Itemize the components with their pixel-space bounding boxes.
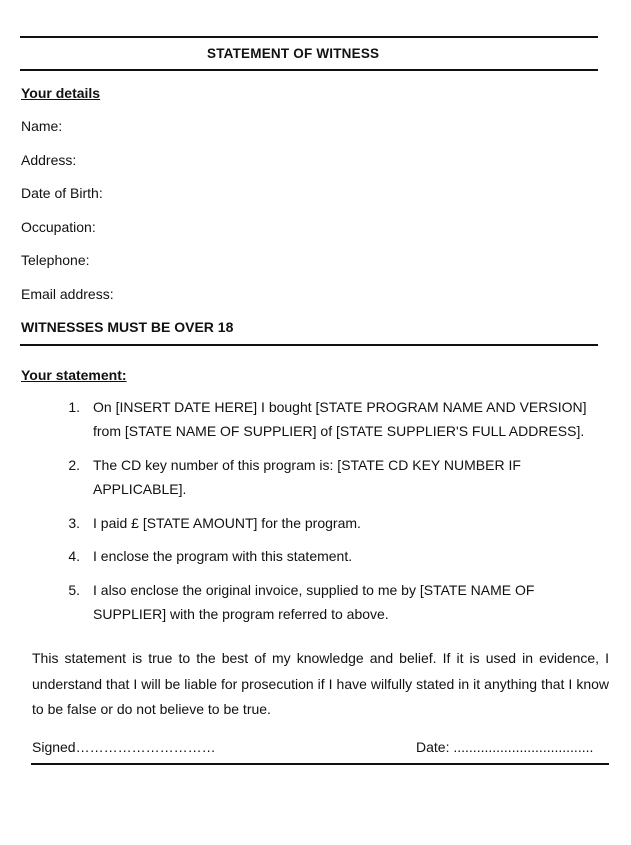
- email-field-label: Email address:: [21, 286, 114, 302]
- list-item-line: I enclose the program with this statement.: [93, 548, 353, 564]
- list-item-line: On [INSERT DATE HERE] I bought [STATE PROGRAM NAME AND VERSION]: [93, 399, 587, 415]
- list-item-number: 5.: [68, 582, 80, 598]
- list-item-number: 4.: [68, 548, 80, 564]
- list-item: [93, 578, 534, 626]
- list-item-number: 1.: [68, 399, 80, 415]
- details-bottom-rule: [20, 344, 598, 346]
- address-field-label: Address:: [21, 152, 77, 168]
- list-item: [93, 544, 352, 568]
- title-bottom-rule: [20, 69, 598, 71]
- occupation-field-label: Occupation:: [21, 219, 96, 235]
- list-item-number: 3.: [68, 515, 80, 531]
- signed-line: Signed…………………………: [32, 739, 216, 755]
- declaration-paragraph: This statement is true to the best of my knowledge and belief. If it is used in evidence, I understand that I will be liable for prosecution if I have wilfully stated in it anything that I know to be false or do not believe to be true.: [32, 650, 609, 717]
- list-item: [93, 395, 587, 443]
- list-item-line: from [STATE NAME OF SUPPLIER] of [STATE SUPPLIER'S FULL ADDRESS].: [93, 423, 585, 439]
- list-item-line: I also enclose the original invoice, supplied to me by [STATE NAME OF: [93, 582, 535, 598]
- list-item-line: SUPPLIER] with the program referred to above.: [93, 606, 389, 622]
- dob-field-label: Date of Birth:: [21, 185, 103, 201]
- telephone-field-label: Telephone:: [21, 252, 90, 268]
- bottom-rule: [31, 763, 609, 765]
- list-item-line: I paid £ [STATE AMOUNT] for the program.: [93, 515, 361, 531]
- page-title: STATEMENT OF WITNESS: [207, 46, 380, 61]
- list-item-line: APPLICABLE].: [93, 481, 187, 497]
- list-item-number: 2.: [68, 457, 80, 473]
- list-item: [93, 453, 521, 501]
- name-field-label: Name:: [21, 118, 63, 134]
- list-item: [93, 511, 361, 535]
- top-rule: [20, 36, 598, 38]
- age-requirement-notice: WITNESSES MUST BE OVER 18: [21, 319, 234, 335]
- details-heading: Your details: [21, 85, 101, 101]
- date-line: Date: ....................................: [416, 739, 594, 755]
- statement-heading: Your statement:: [21, 367, 127, 383]
- list-item-line: The CD key number of this program is: [STATE CD KEY NUMBER IF: [93, 457, 521, 473]
